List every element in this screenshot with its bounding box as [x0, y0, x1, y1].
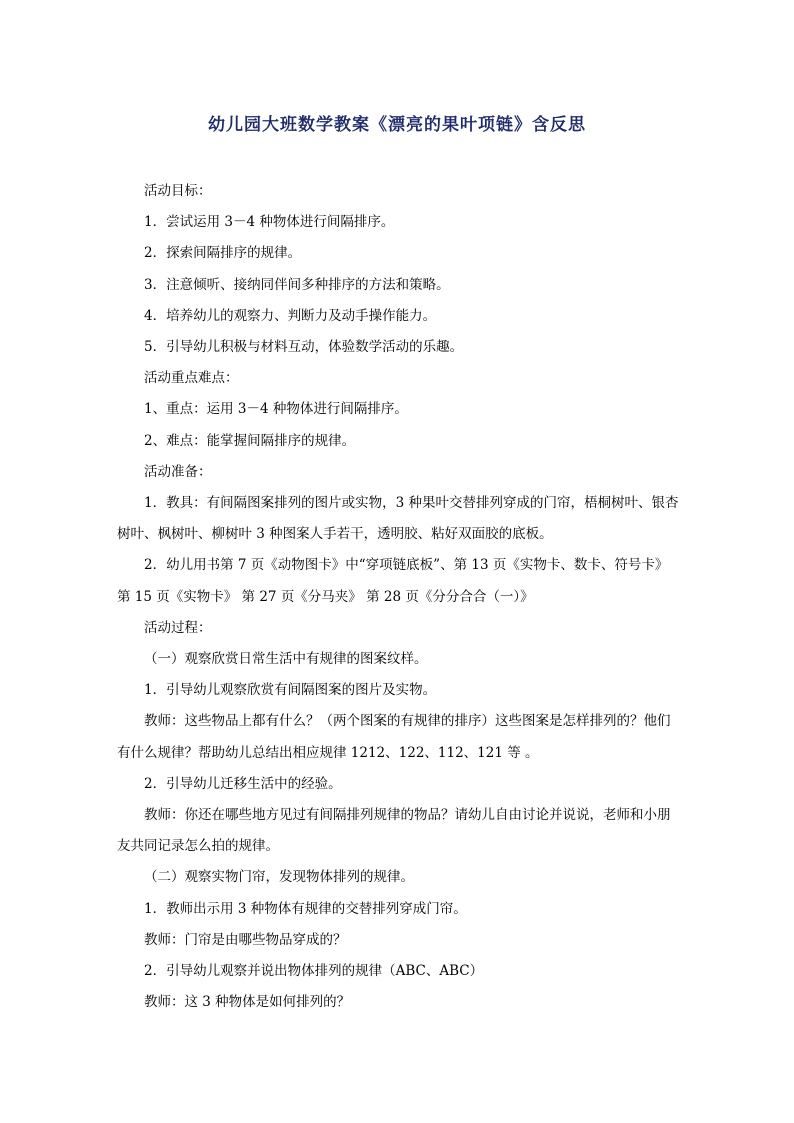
paragraph-step-1-item-2: 2．引导幼儿迁移生活中的经验。 — [144, 775, 342, 792]
paragraph-step-2-item-2: 2．引导幼儿观察并说出物体排列的规律（ABC、ABC） — [144, 963, 484, 980]
paragraph-objective-4: 4．培养幼儿的观察力、判断力及动手操作能力。 — [144, 307, 437, 324]
paragraph-teacher-question-1: 教师：这些物品上都有什么？（两个图案的有规律的排序）这些图案是怎样排列的？他们有什么规律？帮助幼儿总结出相应规律 1212、122、112、121 等 。 — [117, 713, 671, 761]
paragraph-step-1-heading: （一）观察欣赏日常生活中有规律的图案纹样。 — [144, 651, 428, 668]
paragraph-preparation-2: 2．幼儿用书第 7 页《动物图卡》中“穿项链底板”、第 13 页《实物卡、数卡、符号卡》第 15 页《实物卡》 第 27 页《分马夹》 第 28 页《分分合合（一）》 — [117, 557, 669, 605]
paragraph-objective-2: 2．探索间隔排序的规律。 — [144, 245, 302, 262]
document-body — [117, 176, 679, 1018]
document-title: 幼儿园大班数学教案《漂亮的果叶项链》含反思 — [208, 115, 586, 135]
paragraph-objective-3: 3．注意倾听、接纳同伴间多种排序的方法和策略。 — [144, 276, 450, 293]
paragraph-objectives-heading: 活动目标： — [144, 183, 212, 199]
paragraph-step-1-item-1: 1．引导幼儿观察欣赏有间隔图案的图片及实物。 — [144, 682, 437, 699]
paragraph-objective-5: 5．引导幼儿积极与材料互动，体验数学活动的乐趣。 — [144, 339, 464, 356]
paragraph-key-points-heading: 活动重点难点： — [144, 370, 239, 387]
paragraph-process-heading: 活动过程： — [144, 619, 212, 636]
paragraph-preparation-1: 1．教具：有间隔图案排列的图片或实物，3 种果叶交替排列穿成的门帘，梧桐树叶、银杏树叶、枫树叶、柳树叶 3 种图案人手若干，透明胶、粘好双面胶的底板。 — [117, 495, 679, 543]
paragraph-teacher-question-3: 教师：门帘是由哪些物品穿成的？ — [144, 931, 347, 948]
paragraph-step-2-heading: （二）观察实物门帘，发现物体排列的规律。 — [144, 869, 414, 886]
paragraph-step-2-item-1: 1．教师出示用 3 种物体有规律的交替排列穿成门帘。 — [144, 900, 467, 917]
paragraph-key-point: 1、重点：运用 3－4 种物体进行间隔排序。 — [144, 401, 408, 418]
paragraph-teacher-question-4: 教师：这 3 种物体是如何排列的？ — [144, 994, 351, 1011]
paragraph-objective-1: 1．尝试运用 3－4 种物体进行间隔排序。 — [144, 214, 395, 231]
paragraph-preparation-heading: 活动准备： — [144, 463, 212, 480]
paragraph-difficulty: 2、难点：能掌握间隔排序的规律。 — [144, 432, 356, 449]
paragraph-teacher-question-2: 教师：你还在哪些地方见过有间隔排列规律的物品？请幼儿自由讨论并说说，老师和小朋友共同记录怎么拍的规律。 — [117, 807, 671, 855]
